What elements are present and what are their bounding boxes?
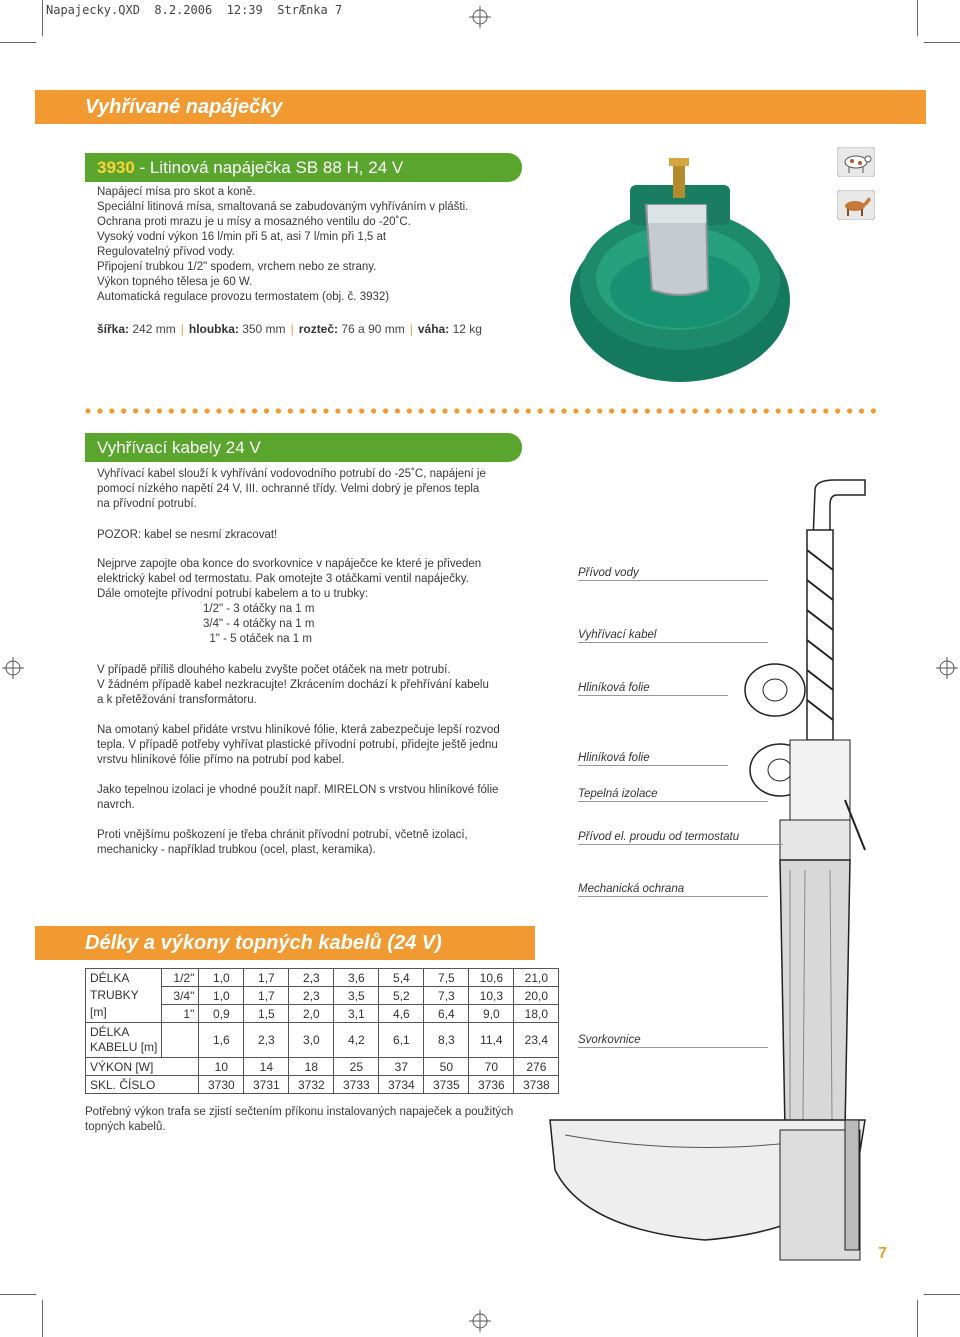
separator-dot [442,408,447,413]
table-cell: 3,1 [334,1005,379,1023]
horse-icon [837,190,875,220]
spec-spacing-value: 76 a 90 mm [341,322,405,336]
table-cell: 50 [424,1058,469,1076]
table-cell: 3,0 [289,1023,334,1058]
table-cell: 10,3 [469,987,514,1005]
section-title-cable-lengths: Délky a výkony topných kabelů (24 V) [35,926,535,960]
cable-instructions [97,557,517,647]
separator-dot [550,408,555,413]
separator-dot [609,408,614,413]
product-title: - Litinová napáječka SB 88 H, 24 V [134,158,404,177]
product-specs: šířka: 242 mm | hloubka: 350 mm | rozteč: 76 a 90 mm | váha: 12 kg [97,322,482,336]
crop-mark [924,1294,960,1295]
text-line: topných kabelů. [85,1121,166,1133]
crop-mark [924,42,960,43]
callout-heating-cable: Vyhřívací kabel [578,629,768,643]
table-cell: 18,0 [514,1005,559,1023]
separator-dot [823,408,828,413]
product-code: 3930 [97,158,135,177]
table-cell: 3738 [514,1076,559,1094]
desc-line: Regulovatelný přívod vody. [97,246,235,258]
separator-dot [514,408,519,413]
foil-note [97,723,517,768]
table-cell: 4,6 [379,1005,424,1023]
separator-dot [216,408,221,413]
separator-dot [490,408,495,413]
spec-depth-value: 350 mm [242,322,286,336]
crop-mark [917,1300,918,1337]
cable-lengths-table [85,968,559,1094]
separator-dot [323,408,328,413]
separator-dot [788,408,793,413]
separator-dot [169,408,174,413]
table-cell: 11,4 [469,1023,514,1058]
turns-line: 3/4" - 4 otáčky na 1 m [203,618,315,630]
separator-dot [871,408,876,413]
section-title-heated-drinkers: Vyhřívané napáječky [35,90,926,124]
registration-mark-icon [936,657,958,679]
separator-dot [728,408,733,413]
separator-dot [669,408,674,413]
callout-water-supply: Přívod vody [578,567,768,581]
text-line: Vyhřívací kabel slouží k vyhřívání vodovodního potrubí do -25˚C, napájení je [97,468,486,480]
table-cell: 5,4 [379,969,424,987]
separator-dot [300,408,305,413]
text-line: Potřebný výkon trafa se zjistí sečtením příkonu instalovaných napaječek a použitých [85,1106,514,1118]
text-line: V žádném případě kabel nezkracujte! Zkrácením dochází k přehřívání kabelu [97,679,489,691]
spec-weight-value: 12 kg [452,322,482,336]
spec-width-value: 242 mm [132,322,176,336]
cable-intro [97,467,517,512]
separator-dot [312,408,317,413]
table-cell: 3734 [379,1076,424,1094]
table-cell: 3735 [424,1076,469,1094]
label-line: KABELU [m] [90,1040,158,1054]
long-cable-note [97,663,517,708]
text-line: V případě příliš dlouhého kabelu zvyšte počet otáček na metr potrubí. [97,664,451,676]
separator-dot [799,408,804,413]
separator-dot [740,408,745,413]
desc-line: Speciální litinová mísa, smaltovaná se zabudovaným vyhříváním v plášti. [97,201,469,213]
table-cell: 3731 [244,1076,289,1094]
label-line: DÉLKA [90,971,130,985]
table-cell: 14 [244,1058,289,1076]
text-line: Dále omotejte přívodní potrubí kabelem a to u trubky: [97,588,369,600]
table-cell: 7,5 [424,969,469,987]
text-line: navrch. [97,799,135,811]
separator-dot [252,408,257,413]
table-cell: 1,0 [199,969,244,987]
separator-dot [145,408,150,413]
separator-dot [847,408,852,413]
separator-dot [395,408,400,413]
table-row-label: VÝKON [W] [86,1058,199,1076]
table-cell: 1,5 [244,1005,289,1023]
separator-dot [811,408,816,413]
separator-dot [704,408,709,413]
callout-terminal-box: Svorkovnice [578,1034,768,1048]
registration-mark-icon [469,6,491,28]
separator-dot [621,408,626,413]
table-cell: 1,7 [244,969,289,987]
separator-dot [193,408,198,413]
separator-dot [371,408,376,413]
separator-dot [157,408,162,413]
product-description [97,185,468,305]
separator-dot [561,408,566,413]
text-line: Jako tepelnou izolaci je vhodné použít např. MIRELON s vrstvou hliníkové fólie [97,784,499,796]
table-cell: 3733 [334,1076,379,1094]
table-cell: 4,2 [334,1023,379,1058]
table-cell: 9,0 [469,1005,514,1023]
separator-dot [466,408,471,413]
table-cell: 3,6 [334,969,379,987]
table-cell: 276 [514,1058,559,1076]
table-cell: 8,3 [424,1023,469,1058]
table-row-label [86,969,162,1023]
registration-mark-icon [2,657,24,679]
section-title-heating-cables: Vyhřívací kabely 24 V [85,433,522,462]
table-cell: 2,0 [289,1005,334,1023]
desc-line: Ochrana proti mrazu je u mísy a mosazného ventilu do -20˚C. [97,216,411,228]
spec-width-label: šířka: [97,322,130,336]
separator-dot [716,408,721,413]
table-cell: 10 [199,1058,244,1076]
separator-dot [407,408,412,413]
separator-dot [633,408,638,413]
spec-depth-label: hloubka: [188,322,239,336]
table-row-label [86,1023,162,1058]
cable-installation-diagram [545,470,885,1270]
separator-dot [133,408,138,413]
protection-note [97,828,517,858]
text-line: elektrický kabel od termostatu. Pak omotejte 3 otáčkami ventil napáječky. [97,573,469,585]
text-line: Na omotaný kabel přidáte vrstvu hliníkové fólie, která zabezpečuje lepší rozvod [97,724,500,736]
cable-warning: POZOR: kabel se nesmí zkracovat! [97,529,278,541]
callout-alu-foil-1: Hliníková folie [578,682,728,696]
table-cell: 10,6 [469,969,514,987]
registration-mark-icon [469,1310,491,1332]
table-row [86,1058,559,1076]
table-cell: 6,4 [424,1005,469,1023]
text-line: Proti vnějšímu poškození je třeba chránit přívodní potrubí, včetně izolací, [97,829,468,841]
callout-mechanical-protection: Mechanická ochrana [578,883,768,897]
separator-dot [585,408,590,413]
separator-dot [645,408,650,413]
crop-mark [42,1300,43,1337]
text-line: a k přetěžování transformátoru. [97,694,257,706]
separator-dot [181,408,186,413]
table-cell: 1,0 [199,987,244,1005]
desc-line: Připojení trubkou 1/2" spodem, vrchem nebo ze strany. [97,261,377,273]
separator-dot [85,408,90,413]
separator-dot [276,408,281,413]
turns-line: 1" - 5 otáček na 1 m [203,633,312,645]
separator-dot [776,408,781,413]
callout-alu-foil-2: Hliníková folie [578,752,728,766]
crop-mark [42,0,43,36]
separator-dot [335,408,340,413]
separator-dot [431,408,436,413]
table-cell: 3/4" [162,987,199,1005]
callout-power-supply: Přívod el. proudu od termostatu [578,831,783,845]
separator-dot [835,408,840,413]
separator-dot [597,408,602,413]
text-line: na přívodní potrubí. [97,498,197,510]
text-line: pomocí nízkého napětí 24 V, III. ochranné třídy. Velmi dobrý je přenos tepla [97,483,480,495]
desc-line: Napájecí mísa pro skot a koně. [97,186,256,198]
separator-dot [240,408,245,413]
table-cell: 21,0 [514,969,559,987]
table-cell: 2,3 [289,987,334,1005]
table-cell: 0,9 [199,1005,244,1023]
separator-dot [288,408,293,413]
spec-spacing-label: rozteč: [298,322,339,336]
separator-dot [264,408,269,413]
table-cell: 20,0 [514,987,559,1005]
table-cell: 1" [162,1005,199,1023]
table-cell: 3736 [469,1076,514,1094]
desc-line: Automatická regulace provozu termostatem (obj. č. 3932) [97,291,390,303]
table-cell: 2,3 [244,1023,289,1058]
separator-dot [383,408,388,413]
table-cell: 3732 [289,1076,334,1094]
desc-line: Vysoký vodní výkon 16 l/min při 5 at, asi 7 l/min při 1,5 at [97,231,387,243]
separator-dot [502,408,507,413]
text-line: tepla. V případě potřeby vyhřívat plastické přívodní potrubí, přidejte ještě jednu [97,739,498,751]
table-row [86,969,559,987]
separator-dot [454,408,459,413]
turns-line: 1/2" - 3 otáčky na 1 m [203,603,315,615]
table-cell: 23,4 [514,1023,559,1058]
crop-mark [917,0,918,36]
transformer-note [85,1105,525,1135]
separator-dot [97,408,102,413]
table-cell: 6,1 [379,1023,424,1058]
table-cell: 1/2" [162,969,199,987]
separator-dot [121,408,126,413]
table-row [86,1023,559,1058]
text-line: vrstvu hliníkové fólie přímo na potrubí pod kabel. [97,754,345,766]
label-line: TRUBKY [90,988,139,1002]
table-cell: 18 [289,1058,334,1076]
separator-dot [680,408,685,413]
label-line: DÉLKA [90,1025,130,1039]
text-line: Nejprve zapojte oba konce do svorkovnice v napáječce ke které je přiveden [97,558,482,570]
separator-dot [419,408,424,413]
separator-dot [573,408,578,413]
table-cell: 25 [334,1058,379,1076]
insulation-note [97,783,517,813]
product-title-bar [85,153,522,182]
separator-dot [359,408,364,413]
separator-dot [859,408,864,413]
page-number: 7 [878,1245,887,1262]
separator-dot [752,408,757,413]
callout-thermal-insulation: Tepelná izolace [578,788,768,802]
separator-dot [538,408,543,413]
separator-dot [109,408,114,413]
spec-weight-label: váha: [417,322,450,336]
table-cell: 7,3 [424,987,469,1005]
separator-dot [478,408,483,413]
table-cell: 1,7 [244,987,289,1005]
table-cell: 1,6 [199,1023,244,1058]
table-cell: 5,2 [379,987,424,1005]
desc-line: Výkon topného tělesa je 60 W. [97,276,253,288]
table-cell: 37 [379,1058,424,1076]
separator-dot [526,408,531,413]
separator-dot [204,408,209,413]
table-cell: 3,5 [334,987,379,1005]
table-row [86,1076,559,1094]
cow-icon [837,147,875,177]
table-cell: 3730 [199,1076,244,1094]
separator-dot [657,408,662,413]
print-file-header: Napajecky.QXD 8.2.2006 12:39 StrÆnka 7 [46,3,343,17]
separator-dot [228,408,233,413]
crop-mark [0,1294,36,1295]
label-line: [m] [90,1005,107,1019]
drinker-bowl-image [560,150,800,390]
separator-dot [764,408,769,413]
separator-dot [347,408,352,413]
separator-dot [692,408,697,413]
table-cell: 2,3 [289,969,334,987]
table-row-label: SKL. ČÍSLO [86,1076,199,1094]
dotted-separator [85,406,885,416]
text-line: mechanicky - například trubkou (ocel, plast, keramika). [97,844,376,856]
table-cell: 70 [469,1058,514,1076]
crop-mark [0,42,36,43]
